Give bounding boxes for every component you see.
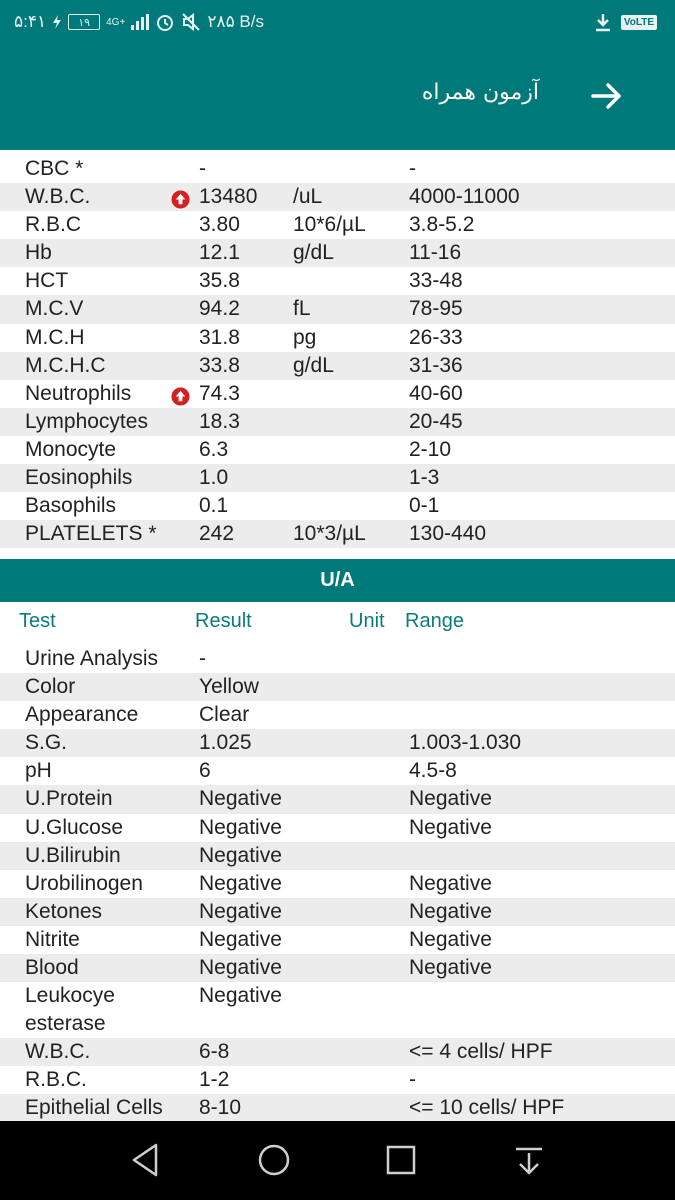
high-flag-icon: [171, 387, 190, 406]
test-name: Monocyte: [25, 437, 117, 461]
test-result: Negative: [199, 871, 282, 895]
test-range: Negative: [409, 899, 492, 923]
table-row: [0, 380, 675, 408]
status-right: [593, 12, 657, 32]
table-row: [0, 757, 675, 785]
test-range: 20-45: [409, 409, 463, 433]
test-name: Leukocye esterase: [25, 984, 115, 1036]
test-name: Ketones: [25, 899, 103, 923]
download-icon: [593, 12, 613, 32]
test-name: U.Bilirubin: [25, 843, 121, 867]
app-bar: [0, 48, 675, 150]
test-name: S.G.: [25, 731, 68, 755]
test-range: 1.003-1.030: [409, 731, 522, 755]
battery-level: ۱۹: [78, 16, 91, 29]
test-result: Negative: [199, 927, 282, 951]
table-row: [0, 870, 675, 898]
back-arrow-icon[interactable]: [589, 78, 625, 114]
test-range: 130-440: [409, 522, 487, 546]
test-range: 11-16: [409, 241, 462, 265]
test-result: Negative: [199, 787, 282, 811]
table-row: [0, 1066, 675, 1094]
table-row: [0, 492, 675, 520]
test-result: -: [199, 157, 206, 180]
nav-notifications-icon[interactable]: [508, 1139, 550, 1181]
table-row: [0, 1094, 675, 1122]
table-row: [0, 954, 675, 982]
test-range: Negative: [409, 956, 492, 980]
test-result: -: [199, 647, 206, 670]
table-row: [0, 814, 675, 842]
table-row: [0, 464, 675, 492]
test-name: Blood: [25, 956, 79, 980]
test-name: PLATELETS *: [25, 522, 157, 546]
test-range: 4000-11000: [409, 185, 520, 209]
test-range: Negative: [409, 815, 492, 839]
battery-icon: [68, 14, 100, 30]
test-range: 31-36: [409, 353, 463, 377]
nav-home-icon[interactable]: [253, 1139, 295, 1181]
test-range: 4.5-8: [409, 759, 457, 783]
test-unit: 10*3/µL: [293, 522, 366, 546]
test-name: M.C.H.C: [25, 353, 106, 377]
header-range: Range: [405, 610, 464, 632]
table-row: [0, 436, 675, 464]
test-name: Basophils: [25, 494, 117, 518]
page-title: آزمون همراه: [421, 80, 539, 105]
test-range: 3.8-5.2: [409, 213, 475, 237]
test-result: Negative: [199, 899, 282, 923]
ua-table-header: [0, 610, 675, 638]
test-range: Negative: [409, 787, 492, 811]
table-row: [0, 729, 675, 757]
test-name: Urine Analysis: [25, 647, 159, 670]
test-result: Negative: [199, 843, 282, 867]
test-result: Negative: [199, 815, 282, 839]
table-row: [0, 239, 675, 267]
signal-icon: [131, 14, 149, 30]
test-name: HCT: [25, 269, 69, 293]
test-name: M.C.V: [25, 297, 84, 321]
test-range: 1-3: [409, 466, 440, 490]
test-name: Nitrite: [25, 927, 80, 951]
table-row: [0, 183, 675, 211]
header-unit: Unit: [349, 610, 385, 632]
test-name: Epithelial Cells: [25, 1096, 163, 1120]
table-row: [0, 785, 675, 813]
test-range: 26-33: [409, 325, 463, 349]
test-result: Yellow: [199, 675, 259, 699]
table-row: [0, 842, 675, 870]
test-result: 6.3: [199, 437, 229, 461]
test-name: R.B.C.: [25, 1068, 87, 1092]
test-result: 94.2: [199, 297, 240, 321]
charging-icon: [52, 15, 62, 29]
ua-section-title: U/A: [320, 569, 355, 591]
test-result: 74.3: [199, 381, 240, 405]
test-name: Urobilinogen: [25, 871, 143, 895]
table-row: [0, 155, 675, 183]
test-range: 33-48: [409, 269, 463, 293]
test-unit: g/dL: [293, 353, 334, 377]
test-range: 40-60: [409, 381, 463, 405]
table-row: [0, 645, 675, 673]
test-unit: fL: [293, 297, 311, 321]
cbc-table: [0, 155, 675, 548]
test-name: W.B.C.: [25, 185, 91, 209]
mute-icon: [181, 12, 201, 32]
test-result: 31.8: [199, 325, 240, 349]
test-unit: 10*6/µL: [293, 213, 366, 237]
test-result: Clear: [199, 703, 250, 727]
test-result: 242: [199, 522, 235, 546]
test-name: W.B.C.: [25, 1040, 91, 1064]
nav-recents-icon[interactable]: [380, 1139, 422, 1181]
ua-table: [0, 645, 675, 1122]
table-row: [0, 295, 675, 323]
alarm-icon: [155, 12, 175, 32]
header-test: Test: [19, 610, 56, 632]
test-unit: /uL: [293, 185, 323, 209]
clock: ۵:۴۱: [14, 12, 47, 31]
table-row: [0, 1038, 675, 1066]
test-result: 33.8: [199, 353, 240, 377]
test-result: 35.8: [199, 269, 240, 293]
test-range: 0-1: [409, 494, 440, 518]
table-row: [0, 211, 675, 239]
test-name: U.Glucose: [25, 815, 124, 839]
test-range: -: [409, 157, 416, 180]
table-row: [0, 926, 675, 954]
nav-back-icon[interactable]: [126, 1139, 168, 1181]
ua-section-header: [0, 559, 675, 602]
table-row: [0, 982, 675, 1038]
table-row: [0, 324, 675, 352]
test-range: -: [409, 1068, 416, 1092]
test-result: 1-2: [199, 1068, 230, 1092]
table-row: [0, 673, 675, 701]
test-name: Lymphocytes: [25, 409, 148, 433]
test-name: Neutrophils: [25, 381, 132, 405]
test-result: 13480: [199, 185, 258, 209]
test-name: CBC *: [25, 157, 84, 180]
test-unit: pg: [293, 325, 317, 349]
header-result: Result: [195, 610, 252, 632]
status-bar: [0, 0, 675, 48]
table-row: [0, 898, 675, 926]
test-result: 1.025: [199, 731, 252, 755]
test-unit: g/dL: [293, 241, 334, 265]
test-name: pH: [25, 759, 52, 783]
test-result: 6: [199, 759, 211, 783]
table-row: [0, 701, 675, 729]
test-result: Negative: [199, 956, 282, 980]
status-left: [14, 12, 264, 32]
table-row: [0, 408, 675, 436]
test-range: <= 4 cells/ HPF: [409, 1040, 553, 1064]
navigation-bar: [0, 1121, 675, 1200]
test-result: 3.80: [199, 213, 240, 237]
test-range: 2-10: [409, 437, 452, 461]
test-name: M.C.H: [25, 325, 85, 349]
test-result: 1.0: [199, 466, 229, 490]
test-name: Hb: [25, 241, 52, 265]
high-flag-icon: [171, 190, 190, 209]
table-row: [0, 267, 675, 295]
test-result: 6-8: [199, 1040, 230, 1064]
test-name: Color: [25, 675, 76, 699]
test-name: Eosinophils: [25, 466, 133, 490]
test-range: Negative: [409, 871, 492, 895]
test-range: 78-95: [409, 297, 463, 321]
test-name: R.B.C: [25, 213, 82, 237]
test-result: 0.1: [199, 494, 229, 518]
test-result: 12.1: [199, 241, 240, 265]
network-speed: ۲۸۵ B/s: [207, 12, 264, 31]
test-name: Appearance: [25, 703, 139, 727]
table-row: [0, 520, 675, 548]
test-result: 8-10: [199, 1096, 242, 1120]
network-type: 4G+: [106, 16, 126, 28]
test-name: U.Protein: [25, 787, 113, 811]
volte-icon: VoLTE: [621, 15, 657, 30]
test-result: Negative: [199, 984, 282, 1008]
test-result: 18.3: [199, 409, 240, 433]
test-range: Negative: [409, 927, 492, 951]
table-row: [0, 352, 675, 380]
test-range: <= 10 cells/ HPF: [409, 1096, 565, 1120]
